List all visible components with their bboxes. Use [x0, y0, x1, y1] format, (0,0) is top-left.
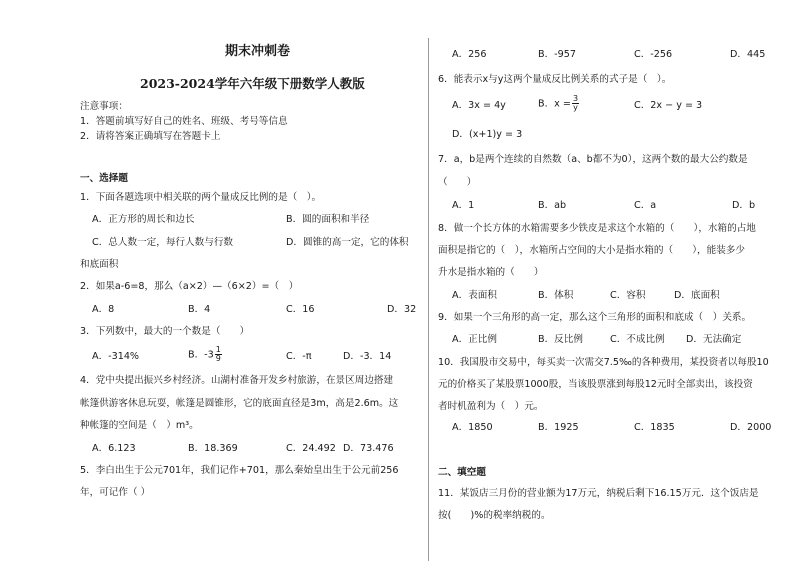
- q2-option-c: C．16: [286, 304, 315, 315]
- q4-line-1: 4．党中央提出振兴乡村经济。山湖村准备开发乡村旅游，在景区周边搭建: [80, 375, 394, 386]
- q2-stem: 2．如果a-6=8，那么（a×2）—（6×2）=（ ）: [80, 281, 299, 292]
- q7-option-c: C．a: [634, 200, 657, 211]
- q6-option-b-fraction: $\frac{3}{y}$: [572, 94, 579, 112]
- q4-line-3: 种帐篷的空间是（ ）m³。: [80, 420, 199, 431]
- q5-option-b: B．-957: [538, 49, 576, 60]
- q8-option-d: D．底面积: [674, 290, 720, 301]
- q9-option-c: C．不成比例: [610, 334, 665, 345]
- q2-option-b: B．4: [188, 304, 211, 315]
- q4-option-d: D．73.476: [343, 443, 394, 454]
- q7-option-b: B．ab: [538, 200, 567, 211]
- q10-option-d: D．2000: [730, 422, 772, 433]
- q3-option-b-fraction: $\frac{1}{9}$: [215, 345, 221, 363]
- q1-option-d: D．圆锥的高一定，它的体积: [286, 237, 409, 248]
- q1-option-d-continued: 和底面积: [80, 259, 119, 270]
- q1-option-a: A．正方形的周长和边长: [92, 214, 195, 225]
- q10-line-1: 10．我国股市交易中，每买卖一次需交7.5‰的各种费用，某投资者以每股10: [438, 357, 769, 368]
- q3-option-c: C．-π: [286, 351, 312, 362]
- q4-option-c: C．24.492: [286, 443, 336, 454]
- q5-option-a: A．256: [452, 49, 487, 60]
- q9-option-d: D．无法确定: [686, 334, 742, 345]
- q8-option-b: B．体积: [538, 290, 574, 301]
- q6-option-a: A．3x = 4y: [452, 100, 506, 111]
- page-title: 期末冲刺卷: [225, 44, 291, 59]
- q6-stem: 6．能表示x与y这两个量成反比例关系的式子是（ ）。: [438, 74, 672, 85]
- q7-option-d: D．b: [732, 200, 756, 211]
- q5-line-2: 年，可记作（ ）: [80, 487, 151, 498]
- q3-option-d: D．-3．14: [343, 351, 392, 362]
- q7-option-a: A．1: [452, 200, 475, 211]
- right-column: [438, 0, 774, 561]
- q5-option-d: D．445: [730, 49, 766, 60]
- section-fill-heading: 二、填空题: [438, 467, 486, 478]
- q11-line-2: 按( )%的税率纳税的。: [438, 510, 551, 521]
- q10-option-b: B．1925: [538, 422, 579, 433]
- q7-line-2: （ ）: [438, 177, 477, 188]
- notes-heading: 注意事项：: [80, 101, 128, 112]
- q10-line-2: 元的价格买了某股票1000股，当该股票涨到每股12元时全部卖出，该投资: [438, 379, 753, 390]
- column-divider: [428, 38, 429, 561]
- notes-item-2: 2．请将答案正确填写在答题卡上: [80, 131, 221, 142]
- q8-line-3: 升水是指水箱的（ ）: [438, 267, 544, 278]
- q7-line-1: 7．a，b是两个连续的自然数（a、b都不为0），这两个数的最大公约数是: [438, 154, 748, 165]
- q2-option-d: D．32: [387, 304, 417, 315]
- q10-option-a: A．1850: [452, 422, 493, 433]
- q4-line-2: 帐篷供游客休息玩耍，帐篷是圆锥形，它的底面直径是3m，高是2.6m。这: [80, 398, 399, 409]
- q9-option-a: A．正比例: [452, 334, 497, 345]
- q3-option-b: B．-3 $\frac{1}{9}$: [188, 345, 221, 363]
- section-choice-heading: 一、选择题: [80, 173, 128, 184]
- q8-option-a: A．表面积: [452, 290, 497, 301]
- notes-item-1: 1．答题前填写好自己的姓名、班级、考号等信息: [80, 116, 288, 127]
- q10-line-3: 者时机盈利为（ ）元。: [438, 401, 544, 412]
- q11-line-1: 11．某饭店三月份的营业额为17万元，纳税后剩下16.15万元．这个饭店是: [438, 488, 759, 499]
- q9-stem: 9．如果一个三角形的高一定，那么这个三角形的面积和底成（ ）关系。: [438, 312, 752, 323]
- q6-option-b: B．x = $\frac{3}{y}$: [538, 94, 579, 112]
- left-column: [80, 0, 420, 561]
- q1-stem: 1．下面各题选项中相关联的两个量成反比例的是（ ）。: [80, 192, 322, 203]
- q6-option-c: C．2x − y = 3: [634, 100, 703, 111]
- q3-stem: 3．下列数中，最大的一个数是（ ）: [80, 326, 250, 337]
- q1-option-c: C．总人数一定，每行人数与行数: [92, 237, 234, 248]
- q4-option-b: B．18.369: [188, 443, 238, 454]
- q8-option-c: C．容积: [610, 290, 646, 301]
- q8-line-1: 8．做一个长方体的水箱需要多少铁皮是求这个水箱的（ ），水箱的占地: [438, 223, 756, 234]
- q1-option-b: B．圆的面积和半径: [286, 214, 370, 225]
- page-subtitle: 2023-2024学年六年级下册数学人教版: [140, 76, 365, 91]
- q4-option-a: A．6.123: [92, 443, 136, 454]
- q5-line-1: 5．李白出生于公元701年，我们记作+701，那么秦始皇出生于公元前256: [80, 465, 399, 476]
- q2-option-a: A．8: [92, 304, 115, 315]
- q3-option-a: A．-314%: [92, 351, 140, 362]
- q6-option-d: D．(x+1)y = 3: [452, 129, 523, 140]
- q8-line-2: 面积是指它的（ ），水箱所占空间的大小是指水箱的（ ），能装多少: [438, 245, 745, 256]
- q10-option-c: C．1835: [634, 422, 675, 433]
- q9-option-b: B．反比例: [538, 334, 583, 345]
- q5-option-c: C．-256: [634, 49, 673, 60]
